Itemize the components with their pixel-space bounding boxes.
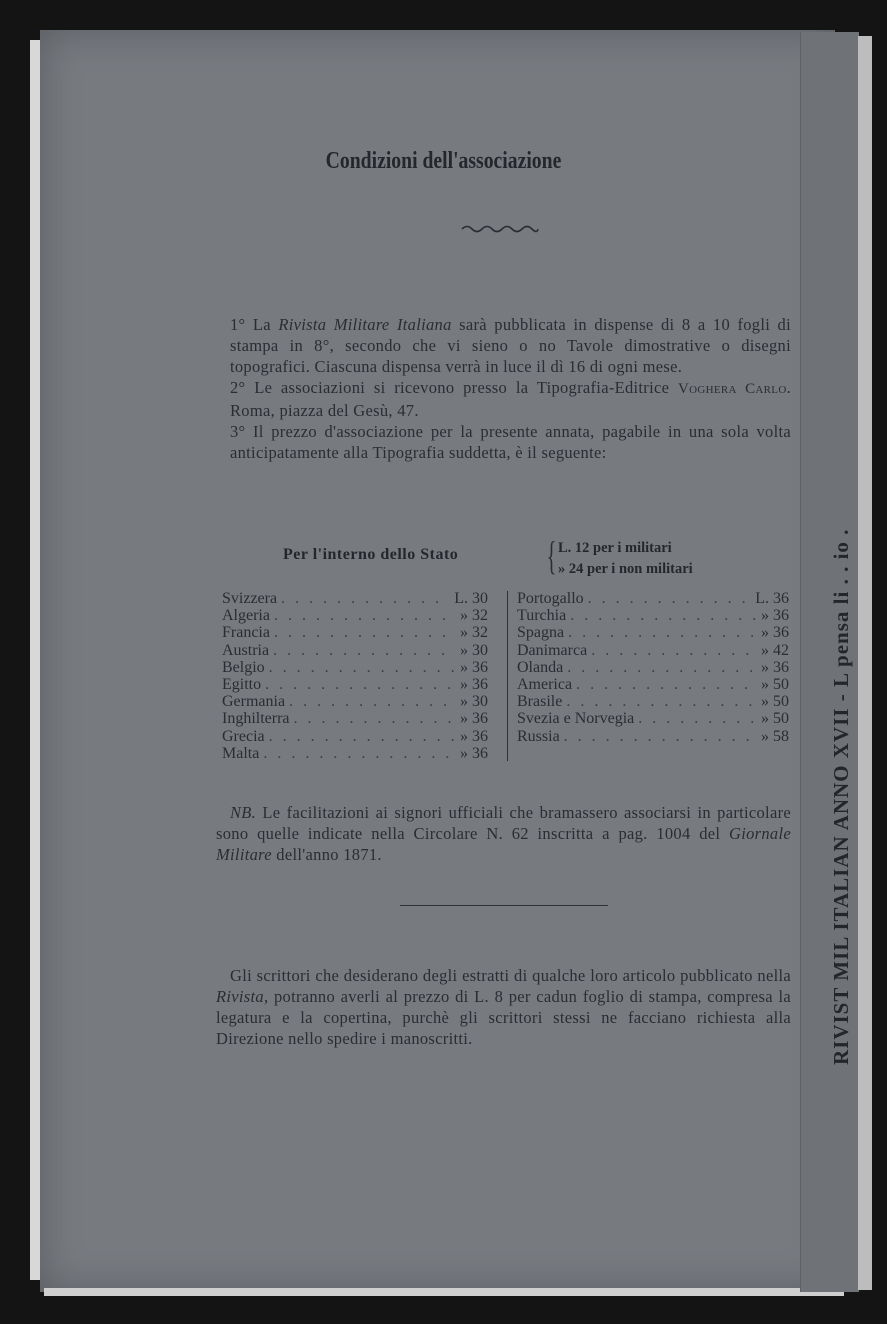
condition-3: 3° Il prezzo d'associazione per la presente annata, pagabile in una sola volta anticipatamente alla Tipografia suddetta, è il seguente:: [230, 422, 791, 462]
country-name: Francia: [222, 624, 270, 642]
price-row: [222, 728, 488, 745]
nb-text: Le facilitazioni ai signori ufficiali che bramassero associarsi in particolare sono quelle indicate nella Circolare N. 62 inscritta a pag. 1004 del: [216, 803, 791, 843]
country-price: » 50: [761, 693, 789, 711]
country-name: Belgio: [222, 658, 265, 676]
condition-1-text: sarà pubblicata in dispense di 8 a 10 fogli di stampa in 8°, secondo che vi sieno o no Tavole dimostrative o disegni topografici. Ciascuna dispensa verrà in luce il dì 16 di ogni mese.: [230, 315, 791, 376]
country-price: » 50: [761, 676, 789, 694]
country-name: Danimarca: [517, 641, 588, 659]
condition-1-prefix: 1° La: [230, 315, 279, 334]
price-row: [222, 693, 488, 710]
country-price: » 32: [460, 607, 488, 625]
dot-leader: [265, 676, 456, 693]
price-row: [517, 607, 789, 624]
condition-1-journal-title: Rivista Militare Italiana: [278, 315, 452, 334]
spine-title: RIVIST MIL ITALIAN ANNO XVII - L pensa li . . io .: [829, 528, 853, 1065]
column-divider: [507, 591, 508, 761]
dot-leader: [570, 607, 757, 624]
price-row: [222, 590, 488, 607]
dot-leader: [289, 693, 456, 710]
country-price: » 36: [460, 744, 488, 762]
price-row: [517, 624, 789, 641]
country-name: Egitto: [222, 676, 262, 694]
offprints-text: Gli scrittori che desiderano degli estratti di qualche loro articolo pubblicato nella: [230, 966, 791, 985]
nb-label: NB.: [230, 803, 257, 822]
dot-leader: [274, 624, 456, 641]
dot-leader: [273, 642, 456, 659]
price-military: L. 12 per i militari: [558, 540, 672, 556]
country-name: Svizzera: [222, 590, 278, 607]
price-row: [222, 607, 488, 624]
condition-1: [216, 314, 791, 377]
country-price: » 32: [460, 624, 488, 642]
dot-leader: [564, 728, 757, 745]
dot-leader: [591, 642, 757, 659]
price-row: [517, 659, 789, 676]
price-row: [517, 710, 789, 727]
horizontal-rule: [400, 905, 608, 906]
dot-leader: [294, 710, 456, 727]
price-row: [222, 710, 488, 727]
dot-leader: [274, 607, 456, 624]
offprints-journal-title: Rivista: [216, 987, 264, 1006]
country-price: » 36: [761, 624, 789, 642]
country-price: » 36: [460, 676, 488, 694]
price-row: [517, 590, 789, 607]
country-name: Algeria: [222, 607, 270, 625]
foreign-prices-right: [517, 590, 789, 745]
country-name: Germania: [222, 693, 286, 711]
ornament-tilde: [460, 222, 540, 236]
country-price: » 42: [761, 641, 789, 659]
price-row: [222, 745, 488, 762]
price-row: [517, 676, 789, 693]
price-civilian: » 24 per i non militari: [558, 561, 693, 577]
condition-2-prefix: 2° Le associazioni si ricevono presso la Tipografia-Editrice: [230, 378, 678, 397]
dot-leader: [566, 693, 757, 710]
dot-leader: [638, 710, 757, 727]
nb-text-end: dell'anno 1871.: [271, 845, 382, 864]
country-price: » 50: [761, 710, 789, 728]
dot-leader: [567, 659, 757, 676]
price-row: [517, 693, 789, 710]
price-row: [222, 642, 488, 659]
country-name: Malta: [222, 744, 260, 762]
country-name: Russia: [517, 727, 560, 745]
country-name: Turchia: [517, 607, 567, 625]
dot-leader: [568, 624, 757, 641]
country-name: Brasile: [517, 693, 563, 711]
country-name: Inghilterra: [222, 710, 290, 728]
country-price: L. 36: [755, 590, 789, 607]
country-price: » 36: [460, 727, 488, 745]
domestic-prices: [558, 538, 693, 580]
country-name: Svezia e Norvegia: [517, 710, 635, 728]
dot-leader: [281, 590, 450, 607]
spine-paper-edge: [858, 36, 872, 1290]
country-price: » 30: [460, 693, 488, 711]
brace-symbol: {: [546, 533, 557, 578]
condition-2: [216, 377, 791, 421]
price-row: [222, 624, 488, 641]
country-name: Spagna: [517, 624, 565, 642]
country-price: L. 30: [454, 590, 488, 607]
country-name: Olanda: [517, 658, 564, 676]
country-price: » 36: [761, 658, 789, 676]
dot-leader: [576, 676, 757, 693]
offprints-text-end: , potranno averli al prezzo di L. 8 per cadun foglio di stampa, compresa la legatura e la copertina, purchè gli scrittori stessi ne facciano richiesta alla Direzione nello spedire i manoscritti.: [216, 987, 791, 1048]
price-row: [517, 642, 789, 659]
country-name: America: [517, 676, 573, 694]
country-name: Austria: [222, 641, 270, 659]
foreign-prices-left: [222, 590, 488, 762]
page-title: Condizioni dell'associazione: [325, 148, 562, 174]
price-row: [222, 676, 488, 693]
condition-2-address: . Roma, piazza del Gesù, 47.: [230, 378, 791, 420]
country-price: » 30: [460, 641, 488, 659]
offprints-note: [216, 965, 791, 1049]
page-edge-bottom: [44, 1288, 844, 1296]
dot-leader: [588, 590, 752, 607]
country-name: Grecia: [222, 727, 265, 745]
country-price: » 36: [460, 658, 488, 676]
country-price: » 36: [460, 710, 488, 728]
price-row: [222, 659, 488, 676]
conditions-paragraphs: [216, 314, 791, 463]
country-name: Portogallo: [517, 590, 584, 607]
dot-leader: [269, 728, 456, 745]
country-price: » 36: [761, 607, 789, 625]
condition-2-publisher: Voghera Carlo: [677, 381, 787, 397]
nb-journal-title: Giornale Militare: [216, 824, 791, 864]
nb-note: [216, 802, 791, 865]
domestic-price-heading: Per l'interno dello Stato: [283, 546, 459, 563]
country-price: » 58: [761, 727, 789, 745]
dot-leader: [263, 745, 456, 762]
price-row: [517, 728, 789, 745]
dot-leader: [269, 659, 456, 676]
